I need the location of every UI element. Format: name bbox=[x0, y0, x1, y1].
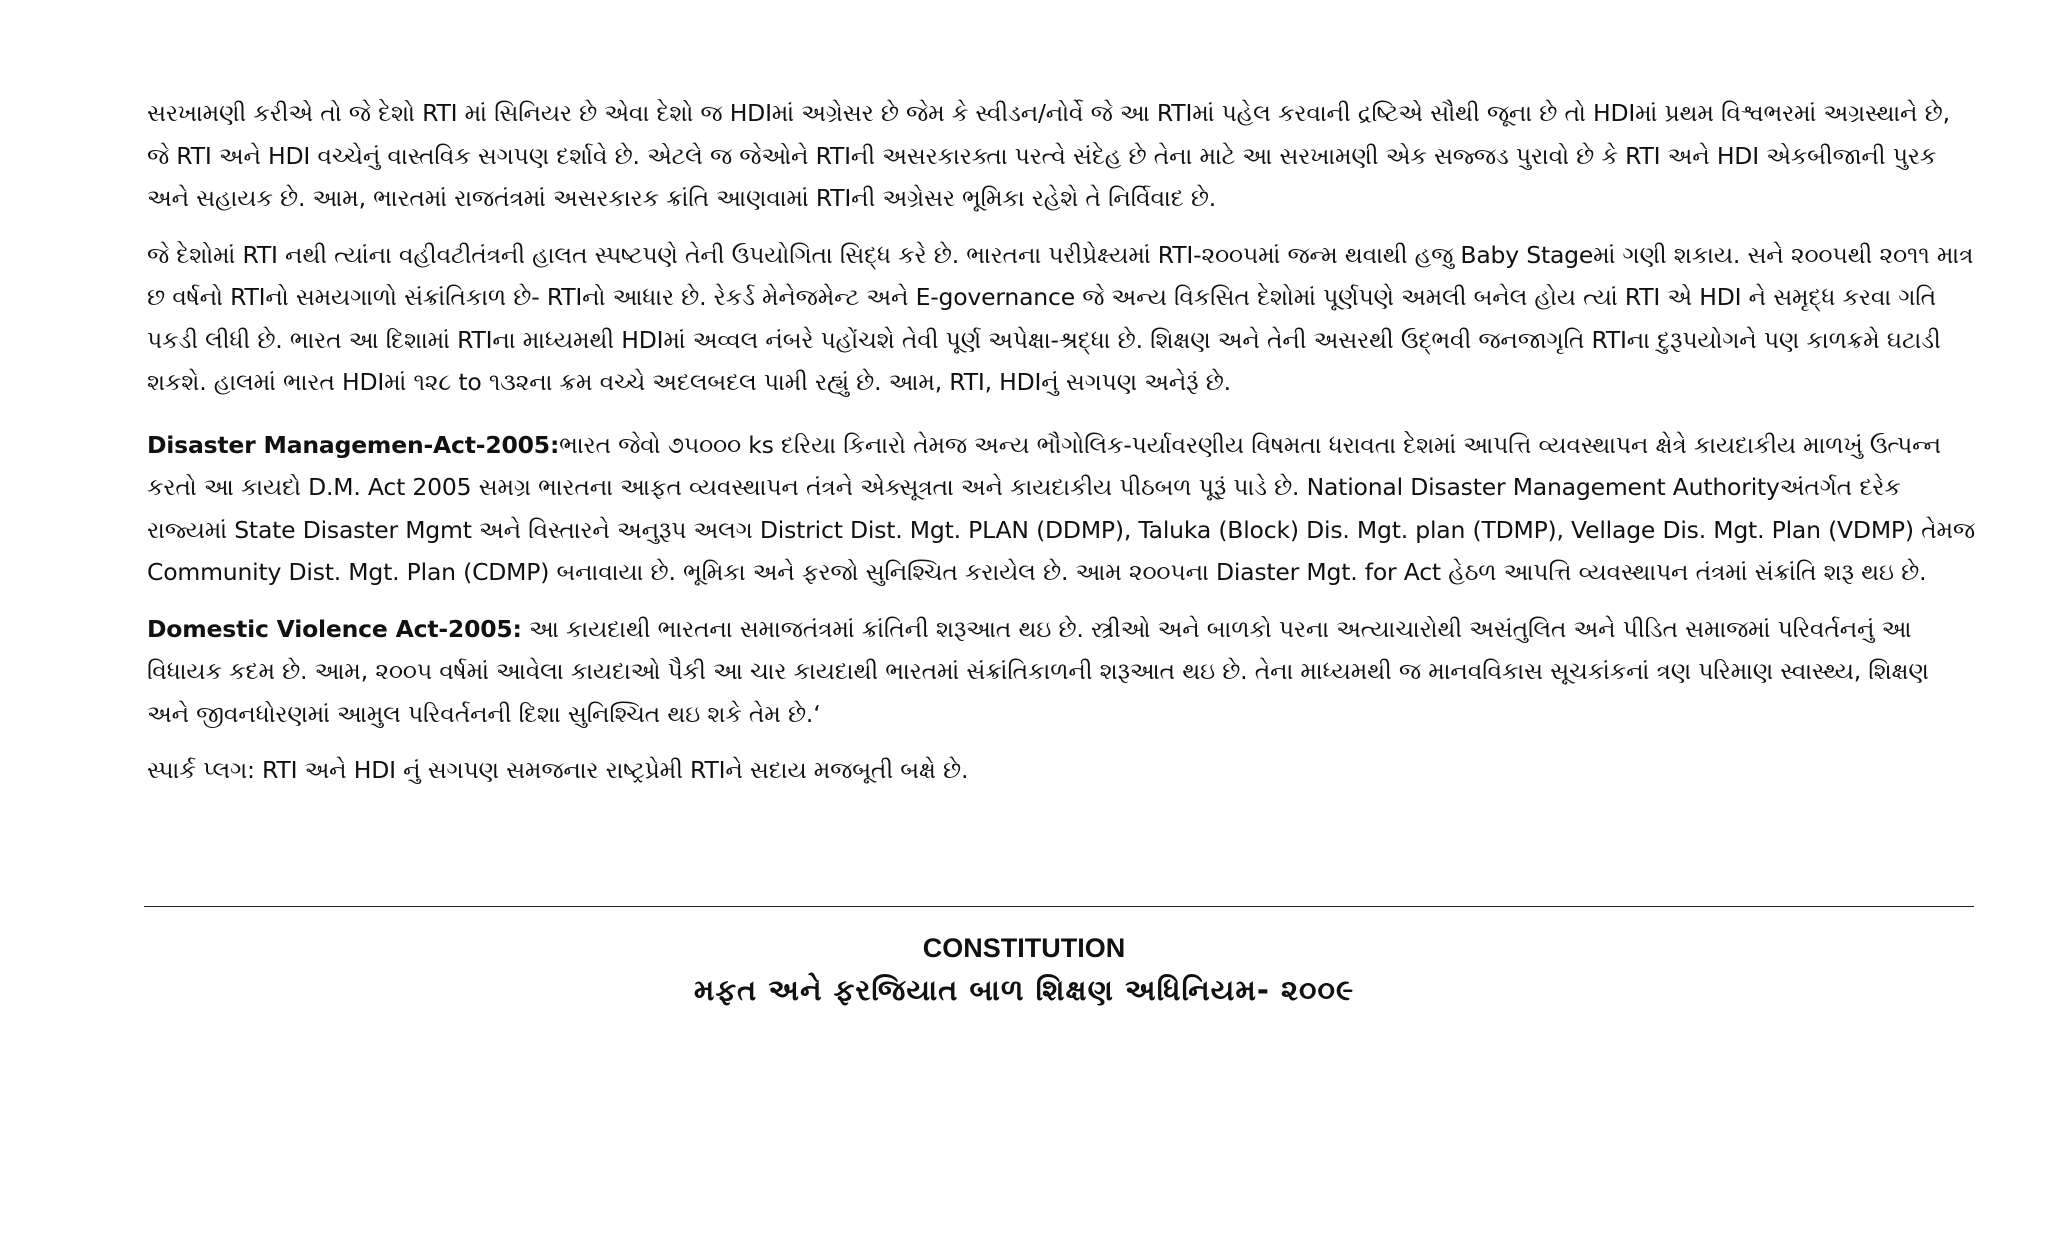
paragraph-text: જે દેશોમાં RTI નથી ત્યાંના વહીવટીતંત્રની હાલત સ્પષ્ટપણે તેની ઉપયોગિતા સિદ્ધ કરે છે. ભારતના પરીપ્રેક્ષ્યમાં RTI-૨૦૦૫માં જન્મ થવાથી હજુ Baby Stageમાં ગણી શકાય. સને ૨૦૦૫થી ૨૦૧૧ માત્ર છ વર્ષનો RTIનો સમયગાળો સંક્રાંતિકાળ છે- RTIનો આધાર છે. રેકર્ડ મેનેજમેન્ટ અને E-governance જે અન્ય વિકસિત દેશોમાં પૂર્ણપણે અમલી બનેલ હોય ત્યાં RTI એ HDI ને સમૃદ્ધ કરવા ગતિ પકડી લીધી છે. ભારત આ દિશામાં RTIના માધ્યમથી HDIમાં અવ્વલ નંબરે પહોંચશે તેવી પૂર્ણ અપેક્ષા-શ્રદ્ધા છે. શિક્ષણ અને તેની અસરથી ઉદ્ભવી જનજાગૃતિ RTIના દુરૂપયોગને પણ કાળક્રમે ઘટાડી શકશે. હાલમાં ભારત HDIમાં ૧૨૮ to ૧૩૨ના ક્રમ વચ્ચે અદલબદલ પામી રહ્યું છે. આમ, RTI, HDIનું સગપણ અનેરૂં છે. bbox=[147, 240, 1974, 396]
section-divider bbox=[144, 906, 1974, 907]
paragraph-rti-administration bbox=[147, 234, 1977, 404]
heading-english: CONSTITUTION bbox=[922, 933, 1126, 963]
paragraph-text: સ્પાર્ક પ્લગ: RTI અને HDI નું સગપણ સમજનાર રાષ્ટ્રપ્રેમી RTIને સદાય મજબૂતી બક્ષે છે. bbox=[147, 756, 969, 784]
section-heading bbox=[0, 928, 2048, 1012]
paragraph-rti-hdi-comparison bbox=[147, 92, 1977, 220]
paragraph-disaster-management-act bbox=[147, 424, 1977, 594]
paragraph-text: સરખામણી કરીએ તો જે દેશો RTI માં સિનિયર છે એવા દેશો જ HDIમાં અગ્રેસર છે જેમ કે સ્વીડન/નોર્વે જે આ RTIમાં પહેલ કરવાની દ્રષ્ટિએ સૌથી જૂના છે તો HDIમાં પ્રથમ વિશ્વભરમાં અગ્રસ્થાને છે, જે RTI અને HDI વચ્ચેનું વાસ્તવિક સગપણ દર્શાવે છે. એટલે જ જેઓને RTIની અસરકારક્તા પરત્વે સંદેહ છે તેના માટે આ સરખામણી એક સજ્જડ પુરાવો છે કે RTI અને HDI એકબીજાની પુરક અને સહાયક છે. આમ, ભારતમાં રાજતંત્રમાં અસરકારક ક્રાંતિ આણવામાં RTIની અગ્રેસર ભૂમિકા રહેશે તે નિર્વિવાદ છે. bbox=[147, 99, 1950, 212]
paragraph-domestic-violence-act bbox=[147, 608, 1977, 736]
paragraph-text: ભારત જેવો ૭૫૦૦૦ ks દરિયા કિનારો તેમજ અન્ય ભૌગોલિક-પર્યાવરણીય વિષમતા ધરાવતા દેશમાં આપત્તિ વ્યવસ્થાપન ક્ષેત્રે કાયદાકીય માળખું ઉત્પન્ન કરતો આ કાયદો D.M. Act 2005 સમગ્ર ભારતના આફત વ્યવસ્થાપન તંત્રને એક્સૂત્રતા અને કાયદાકીય પીઠબળ પૂરૂં પાડે છે. National Disaster Management Authorityઅંતર્ગત દરેક રાજ્યમાં State Disaster Mgmt અને વિસ્તારને અનુરૂપ અલગ District Dist. Mgt. PLAN (DDMP), Taluka (Block) Dis. Mgt. plan (TDMP), Vellage Dis. Mgt. Plan (VDMP) તેમજ Community Dist. Mgt. Plan (CDMP) બનાવાયા છે. ભૂમિકા અને ફરજો સુનિશ્ચિત કરાયેલ છે. આમ ૨૦૦૫ના Diaster Mgt. for Act હેઠળ આપત્તિ વ્યવસ્થાપન તંત્રમાં સંક્રાંતિ શરૂ થઇ છે. bbox=[147, 430, 1975, 586]
heading-gujarati: મફત અને ફરજિયાત બાળ શિક્ષણ અધિનિયમ- ૨૦૦૯ bbox=[693, 973, 1355, 1007]
paragraph-text: આ કાયદાથી ભારતના સમાજતંત્રમાં ક્રાંતિની શરૂઆત થઇ છે. સ્ત્રીઓ અને બાળકો પરના અત્યાચારોથી અસંતુલિત અને પીડિત સમાજમાં પરિવર્તનનું આ વિધાયક કદમ છે. આમ, ૨૦૦૫ વર્ષમાં આવેલા કાયદાઓ પૈકી આ ચાર કાયદાથી ભારતમાં સંક્રાંતિકાળની શરૂઆત થઇ છે. તેના માધ્યમથી જ માનવવિકાસ સૂચકાંકનાં ત્રણ પરિમાણ સ્વાસ્થ્ય, શિક્ષણ અને જીવનધોરણમાં આમુલ પરિવર્તનની દિશા સુનિશ્ચિત થઇ શકે તેમ છે.‘ bbox=[147, 614, 1929, 728]
document-body bbox=[147, 92, 1977, 792]
paragraph-spark-plug bbox=[147, 749, 1977, 792]
paragraph-lead-heading: Domestic Violence Act-2005: bbox=[147, 614, 522, 643]
paragraph-lead-heading: Disaster Managemen-Act-2005: bbox=[147, 430, 560, 459]
